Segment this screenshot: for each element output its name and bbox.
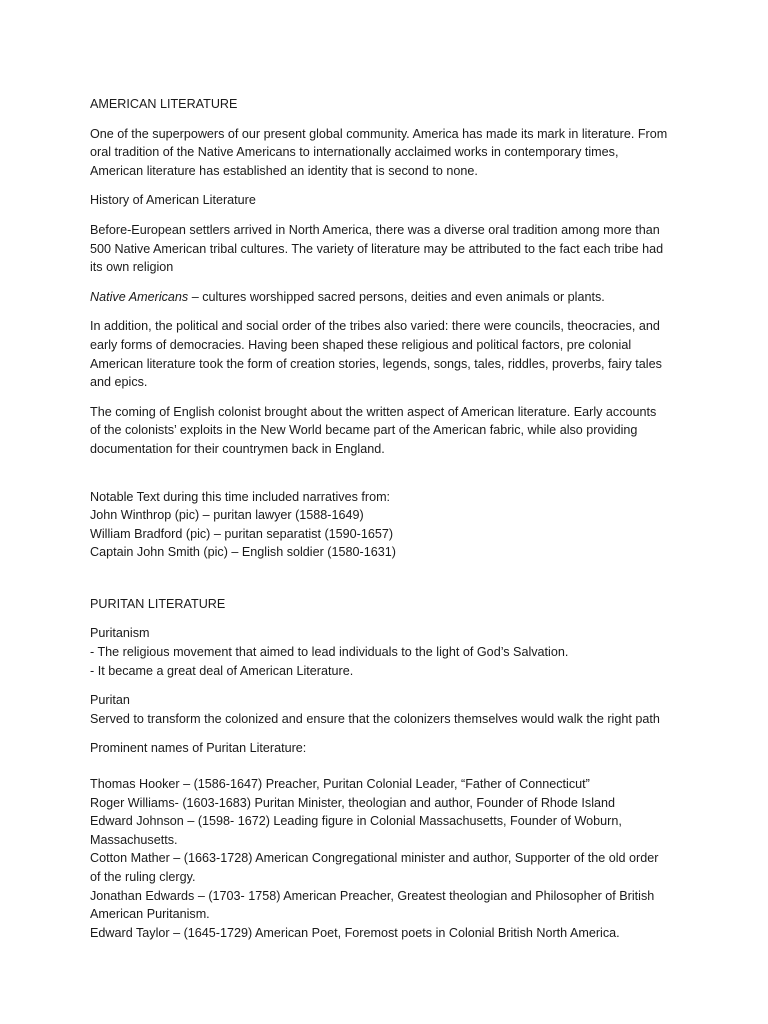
list-item: Edward Johnson – (1598- 1672) Leading figure in Colonial Massachusetts, Founder of Woburn, xyxy=(90,814,622,829)
prominent-names-list xyxy=(90,775,688,942)
text-line: of the colonists’ exploits in the New World became part of the American fabric, while also providing xyxy=(90,423,638,438)
puritan-literature-heading: PURITAN LITERATURE xyxy=(90,596,226,611)
text-line: documentation for their countrymen back in England. xyxy=(90,441,385,456)
history-paragraph-3 xyxy=(90,403,688,459)
text-line: John Winthrop (pic) – puritan lawyer (1588-1649) xyxy=(90,508,364,523)
list-item: - The religious movement that aimed to lead individuals to the light of God’s Salvation. xyxy=(90,645,569,660)
text-line: its own religion xyxy=(90,260,174,275)
native-americans-definition: – cultures worshipped sacred persons, deities and even animals or plants. xyxy=(188,289,605,304)
puritan-section xyxy=(90,691,688,728)
text-line: early forms of democracies. Having been shaped these religious and political factors, pre colonial xyxy=(90,337,632,352)
history-paragraph-1 xyxy=(90,221,688,277)
text-line: In addition, the political and social order of the tribes also varied: there were councils, theocracies, and xyxy=(90,319,660,334)
list-item: Jonathan Edwards – (1703- 1758) American Preacher, Greatest theologian and Philosopher of British xyxy=(90,888,655,903)
text-line: William Bradford (pic) – puritan separatist (1590-1657) xyxy=(90,526,394,541)
spacer xyxy=(90,470,688,488)
history-paragraph-2 xyxy=(90,317,688,391)
text-line: oral tradition of the Native Americans to internationally acclaimed works in contemporary times, xyxy=(90,145,619,160)
intro-paragraph xyxy=(90,125,688,181)
list-item: Roger Williams- (1603-1683) Puritan Minister, theologian and author, Founder of Rhode Island xyxy=(90,795,616,810)
text-line: American literature took the form of creation stories, legends, songs, tales, riddles, proverbs, fairy tales xyxy=(90,356,662,371)
notable-texts-block xyxy=(90,488,688,562)
list-item: - It became a great deal of American Literature. xyxy=(90,663,354,678)
list-item: Massachusetts. xyxy=(90,832,178,847)
puritan-heading: Puritan xyxy=(90,693,130,708)
puritanism-section xyxy=(90,624,688,680)
spacer xyxy=(90,573,688,595)
text-line: Captain John Smith (pic) – English soldier (1580-1631) xyxy=(90,545,396,560)
puritan-definition: Served to transform the colonized and ensure that the colonizers themselves would walk the right path xyxy=(90,711,660,726)
text-line: Before-European settlers arrived in North America, there was a diverse oral tradition among more than xyxy=(90,222,660,237)
list-item: Cotton Mather – (1663-1728) American Congregational minister and author, Supporter of the old order xyxy=(90,851,659,866)
text-line: Notable Text during this time included narratives from: xyxy=(90,489,391,504)
text-line: The coming of English colonist brought about the written aspect of American literature. Early accounts xyxy=(90,404,657,419)
text-line: and epics. xyxy=(90,375,148,390)
list-item: Edward Taylor – (1645-1729) American Poet, Foremost poets in Colonial British North America. xyxy=(90,925,620,940)
text-line: 500 Native American tribal cultures. The variety of literature may be attributed to the fact each tribe had xyxy=(90,241,664,256)
native-americans-term: Native Americans xyxy=(90,289,189,304)
list-item: of the ruling clergy. xyxy=(90,870,196,884)
list-item: American Puritanism. xyxy=(90,907,210,922)
text-line: American literature has established an identity that is second to none. xyxy=(90,163,478,178)
history-heading: History of American Literature xyxy=(90,193,256,208)
document-title: AMERICAN LITERATURE xyxy=(90,97,238,111)
text-line: One of the superpowers of our present global community. America has made its mark in literature. From xyxy=(90,126,668,141)
native-americans-paragraph xyxy=(90,288,688,307)
puritanism-heading: Puritanism xyxy=(90,626,150,641)
list-item: Thomas Hooker – (1586-1647) Preacher, Puritan Colonial Leader, “Father of Connecticut” xyxy=(90,777,590,792)
prominent-names-heading: Prominent names of Puritan Literature: xyxy=(90,741,307,756)
